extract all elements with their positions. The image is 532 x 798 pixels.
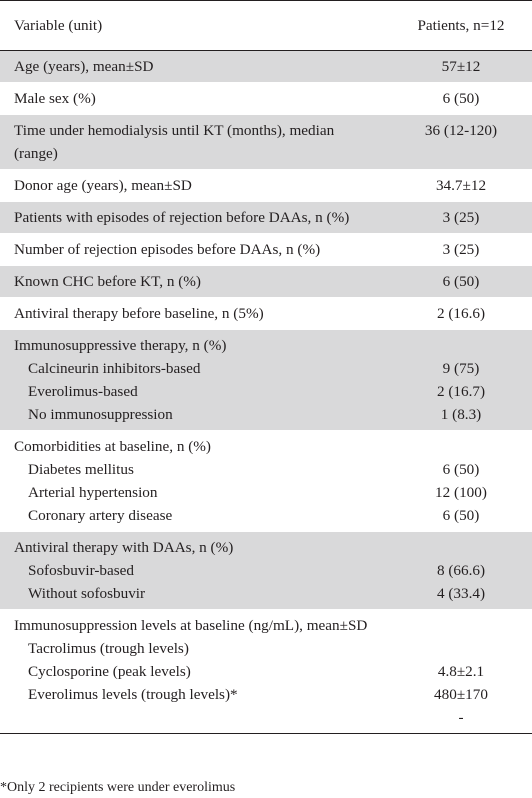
group-label: Antiviral therapy with DAAs, n (%): [14, 539, 234, 556]
group-item-value: 8 (66.6): [436, 562, 486, 579]
group-comorbidities: [0, 431, 532, 532]
group-label: Comorbidities at baseline, n (%): [14, 438, 211, 455]
group-item-value: 480±170: [434, 686, 488, 703]
header-row: [0, 1, 532, 51]
table-row: [0, 266, 532, 298]
header-variable: Variable (unit): [0, 1, 390, 51]
group-item-label: No immunosuppression: [28, 406, 173, 423]
group-item-label: Coronary artery disease: [28, 507, 173, 524]
row-label: Known CHC before KT, n (%): [0, 266, 390, 298]
group-item-value: 9 (75): [442, 360, 480, 377]
group-item-label: Arterial hypertension: [28, 484, 158, 501]
row-value: 3 (25): [390, 202, 532, 234]
group-item-label: Sofosbuvir-based: [28, 562, 134, 579]
row-label: Number of rejection episodes before DAAs, n (%): [0, 234, 390, 266]
group-immunosuppressive-therapy: [0, 330, 532, 431]
table-row: [0, 170, 532, 202]
row-value: 6 (50): [390, 83, 532, 115]
table-row: [0, 51, 532, 83]
table-row: [0, 115, 532, 170]
group-antiviral-therapy-daas: [0, 532, 532, 610]
group-item-value: 4 (33.4): [436, 585, 486, 602]
group-item-value: 6 (50): [442, 507, 480, 524]
header-patients: Patients, n=12: [390, 1, 532, 51]
row-value: 36 (12-120): [390, 115, 532, 170]
row-value: 34.7±12: [390, 170, 532, 202]
table-row: [0, 83, 532, 115]
group-item-label: Without sofosbuvir: [28, 585, 146, 602]
group-item-label: Calcineurin inhibitors-based: [28, 360, 201, 377]
group-item-label: Everolimus-based: [28, 383, 138, 400]
group-item-label: Cyclosporine (peak levels): [28, 663, 191, 680]
row-value: 6 (50): [390, 266, 532, 298]
group-immunosuppression-levels: [0, 610, 532, 734]
group-item-value: 2 (16.7): [436, 383, 486, 400]
group-item-value: 1 (8.3): [440, 406, 482, 423]
group-item-value: 6 (50): [442, 461, 480, 478]
row-label: Donor age (years), mean±SD: [0, 170, 390, 202]
table-row: [0, 202, 532, 234]
group-label: Immunosuppressive therapy, n (%): [14, 337, 227, 354]
table-footnote: *Only 2 recipients were under everolimus: [0, 780, 236, 795]
row-value: 57±12: [390, 51, 532, 83]
row-label: Patients with episodes of rejection before DAAs, n (%): [0, 202, 390, 234]
group-item-label: Everolimus levels (trough levels)*: [28, 686, 238, 703]
row-label: Antiviral therapy before baseline, n (5%): [0, 298, 390, 330]
group-item-value: -: [458, 709, 464, 726]
group-item-value: 12 (100): [435, 484, 487, 501]
group-item-label: Diabetes mellitus: [28, 461, 134, 478]
row-label: Time under hemodialysis until KT (months), median (range): [0, 115, 390, 170]
group-item-label: Tacrolimus (trough levels): [28, 640, 189, 657]
table-row: [0, 234, 532, 266]
row-value: 2 (16.6): [390, 298, 532, 330]
row-label: Male sex (%): [0, 83, 390, 115]
row-label: Age (years), mean±SD: [0, 51, 390, 83]
row-value: 3 (25): [390, 234, 532, 266]
group-item-value: 4.8±2.1: [437, 663, 485, 680]
table-row: [0, 298, 532, 330]
group-label: Immunosuppression levels at baseline (ng/mL), mean±SD: [14, 617, 368, 634]
